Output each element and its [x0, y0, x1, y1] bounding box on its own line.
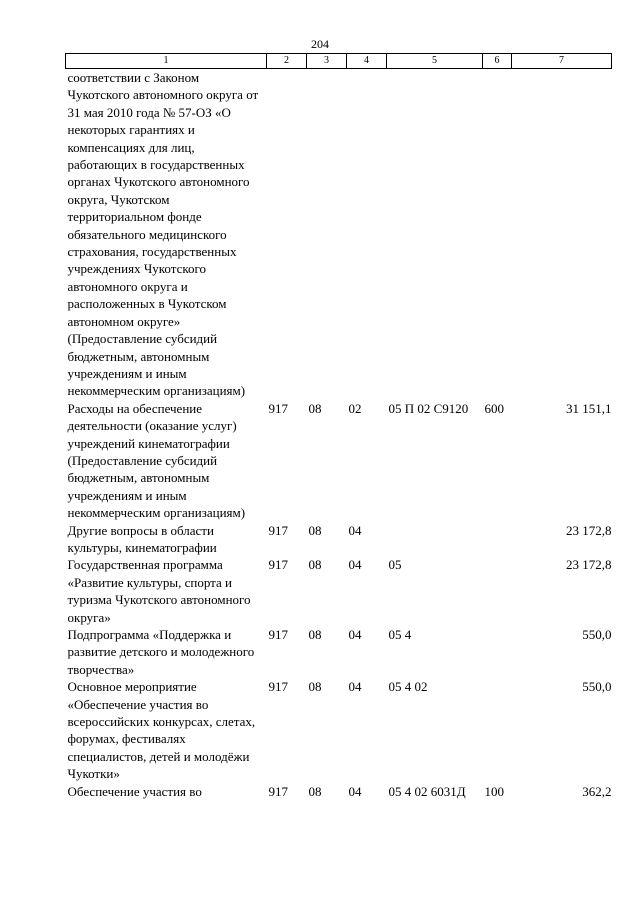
row-section: 08	[308, 400, 322, 416]
header-col-5: 5	[387, 54, 483, 69]
row-expense-type	[483, 69, 512, 400]
header-col-7: 7	[512, 54, 612, 69]
row-amount: 31 151,1	[566, 400, 612, 416]
row-ministry: 917	[268, 783, 288, 799]
page-number: 204	[311, 37, 329, 51]
table-row	[66, 626, 612, 678]
row-subsection: 04	[348, 522, 362, 538]
table-row	[66, 400, 612, 522]
row-amount: 362,2	[582, 783, 612, 799]
header-col-4: 4	[347, 54, 387, 69]
row-name: Основное мероприятие «Обеспечение участия во всероссийских конкурсах, слетах, форумах, фестивалях специалистов, детей и молодёжи Чукотки»	[67, 679, 256, 782]
row-name: Обеспечение участия во	[67, 783, 202, 799]
row-target-article: 05 4	[388, 627, 412, 642]
table-body	[66, 69, 612, 801]
header-col-6: 6	[483, 54, 512, 69]
table-row	[66, 783, 612, 800]
row-expense-type	[483, 522, 512, 557]
header-col-1: 1	[66, 54, 267, 69]
table-row	[66, 556, 612, 626]
row-name: Расходы на обеспечение деятельности (оказание услуг) учреждений кинематографии (Предоставление субсидий бюджетным, автономным учреждениям и иным некоммерческим организациям)	[67, 400, 246, 521]
row-section	[307, 69, 347, 400]
table-row	[66, 678, 612, 782]
row-ministry: 917	[268, 522, 288, 538]
row-expense-type	[483, 626, 512, 678]
row-ministry	[267, 69, 307, 400]
row-name: Государственная программа «Развитие культуры, спорта и туризма Чукотского автономного округа»	[67, 557, 251, 625]
row-target-article: 05	[388, 557, 402, 573]
row-subsection: 04	[348, 627, 362, 642]
row-subsection	[347, 69, 387, 400]
row-target-article	[387, 522, 483, 557]
row-expense-type: 100	[484, 783, 504, 799]
row-section: 08	[308, 522, 322, 538]
row-amount	[512, 69, 612, 400]
row-expense-type	[483, 556, 512, 626]
row-section: 08	[308, 783, 322, 799]
row-name: Подпрограмма «Поддержка и развитие детского и молодежного творчества»	[67, 627, 255, 677]
table-header	[66, 54, 612, 69]
row-amount: 550,0	[582, 627, 612, 642]
row-target-article: 05 П 02 С9120	[388, 400, 469, 416]
row-expense-type	[483, 678, 512, 782]
row-target-article: 05 4 02 6031Д	[388, 783, 466, 799]
row-ministry: 917	[268, 557, 288, 573]
row-ministry: 917	[268, 627, 288, 642]
row-amount: 550,0	[582, 679, 612, 695]
row-target-article: 05 4 02	[388, 679, 428, 695]
row-subsection: 04	[348, 557, 362, 573]
row-name: соответствии с Законом Чукотского автономного округа от 31 мая 2010 года № 57-ОЗ «О некоторых гарантиях и компенсациях для лиц, работающих в государственных органах Чукотского автономного округа, Чукотском территориальном фонде обязательного медицинского страхования, государственных учреждениях Чукотского автономного округа и расположенных в Чукотском автономном округе» (Предоставление субсидий бюджетным, автономным учреждениям и иным некоммерческим организациям)	[67, 70, 259, 399]
row-ministry: 917	[268, 400, 288, 416]
row-subsection: 04	[348, 783, 362, 799]
header-col-3: 3	[307, 54, 347, 69]
row-amount: 23 172,8	[566, 522, 612, 538]
row-name: Другие вопросы в области культуры, кинематографии	[67, 522, 217, 555]
row-subsection: 04	[348, 679, 362, 695]
row-amount: 23 172,8	[566, 557, 612, 573]
row-ministry: 917	[268, 679, 288, 695]
row-section: 08	[308, 679, 322, 695]
budget-table	[65, 53, 612, 800]
row-target-article	[387, 69, 483, 400]
table-row	[66, 522, 612, 557]
row-subsection: 02	[348, 400, 362, 416]
row-expense-type: 600	[484, 400, 504, 416]
header-col-2: 2	[267, 54, 307, 69]
header-row	[66, 54, 612, 69]
row-section: 08	[308, 557, 322, 573]
table-row	[66, 69, 612, 400]
row-section: 08	[308, 627, 322, 642]
